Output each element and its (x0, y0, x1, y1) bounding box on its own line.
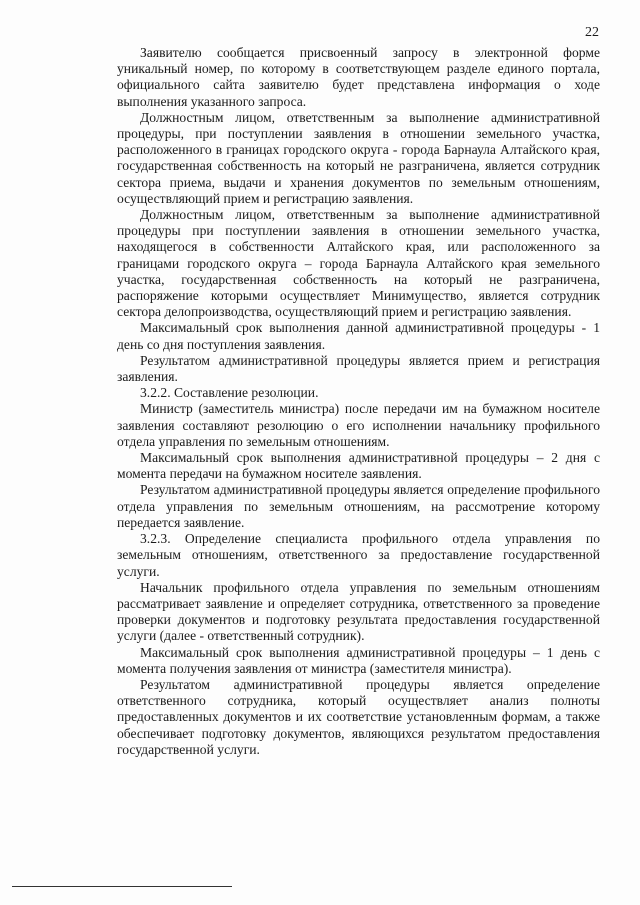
paragraph-request-number: Заявителю сообщается присвоенный запросу в электронной форме уникальный номер, по которому в соответствующем разделе единого портала, официального сайта заявителю будет представлена информация о ходе выполнения указанного запроса. (117, 45, 600, 109)
paragraph-max-term-2: Максимальный срок выполнения административной процедуры – 2 дня с момента передачи на бумажном носителе заявления. (117, 450, 600, 482)
paragraph-max-term-1: Максимальный срок выполнения данной административной процедуры - 1 день со дня поступления заявления. (117, 320, 600, 352)
paragraph-result-2: Результатом административной процедуры является определение профильного отдела управления по земельным отношениям, на рассмотрение которому передается заявление. (117, 482, 600, 530)
paragraph-result-1: Результатом административной процедуры является прием и регистрация заявления. (117, 352, 600, 385)
paragraph-responsible-altai: Должностным лицом, ответственным за выполнение административной процедуры при поступлении заявления в отношении земельного участка, находящегося в собственности Алтайского края, или расположенного за границами городского округа – города Барнаула Алтайского края земельного участка, государственная собственность на который не разграничена, распоряжение которыми осуществляет Минимущество, является сотрудник сектора делопроизводства, осуществляющий прием и регистрацию заявления. (117, 207, 600, 320)
document-body (117, 45, 600, 758)
paragraph-result-3: Результатом административной процедуры является определение ответственного сотрудника, который осуществляет анализ полноты предоставленных документов и их соответствие установленным формам, а также обеспечивает подготовку документов, являющихся результатом предоставления государственной услуги. (117, 676, 600, 757)
section-heading-3-2-3: 3.2.3. Определение специалиста профильного отдела управления по земельным отношениям, ответственного за предоставление государственной услуги. (117, 531, 600, 579)
section-heading-3-2-2: 3.2.2. Составление резолюции. (140, 385, 319, 401)
paragraph-department-head: Начальник профильного отдела управления по земельным отношениям рассматривает заявление и определяет сотрудника, ответственного за проведение проверки документов и подготовку результата предоставления государственной услуги (далее - ответственный сотрудник). (117, 579, 600, 644)
paragraph-responsible-barnaul: Должностным лицом, ответственным за выполнение административной процедуры, при поступлении заявления в отношении земельного участка, расположенного в границах городского округа - города Барнаула Алтайского края, государственная собственность на который не разграничена, является сотрудник сектора приема, выдачи и хранения документов по земельным отношениям, осуществляющий прием и регистрацию заявления. (117, 109, 600, 206)
paragraph-max-term-3: Максимальный срок выполнения административной процедуры – 1 день с момента получения заявления от министра (заместителя министра). (117, 644, 600, 676)
footnote-divider (12, 886, 232, 887)
page-number: 22 (585, 25, 599, 40)
paragraph-minister-resolution: Министр (заместитель министра) после передачи им на бумажном носителе заявления составляют резолюцию о его исполнении начальнику профильного отдела управления по земельным отношениям. (117, 401, 600, 449)
